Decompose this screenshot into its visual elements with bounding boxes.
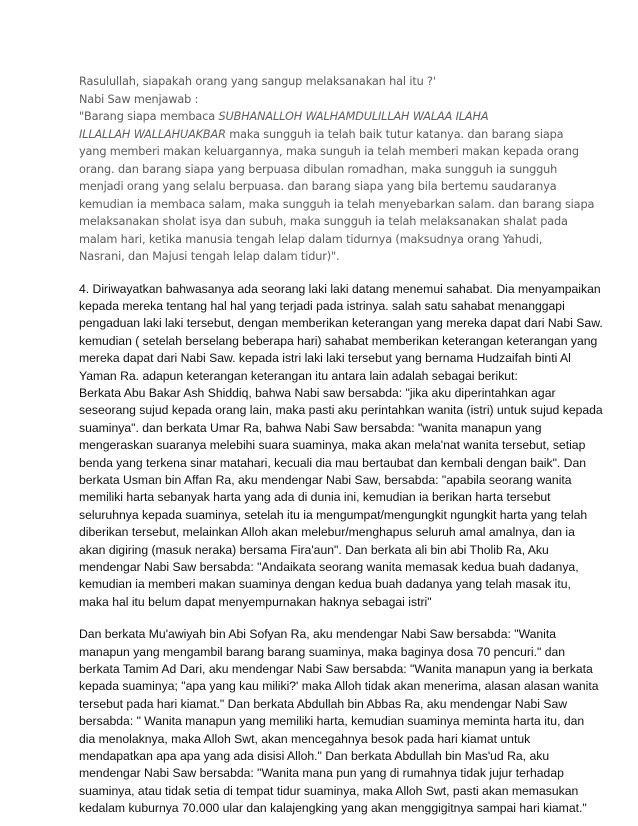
- text-line: dia menolaknya, maka Alloh Swt, akan mencegahnya besok pada hari kiamat untuk: [79, 731, 531, 746]
- text-line: mendapatkan apa apa yang ada disisi Alloh." Dan berkata Abdullah bin Mas'ud Ra, aku: [79, 749, 550, 764]
- text-line: akan digiring (masuk neraka) bersama Fira'aun". Dan berkata ali bin abi Tholib Ra, Aku: [79, 542, 549, 557]
- text-line: diberikan tersebut, melainkan Alloh akan melebur/menghapus seluruh amal amalnya, dan ia: [79, 525, 575, 540]
- text-line: seseorang sujud kepada orang lain, maka pasti aku perintahkan wanita (istri) untuk sujud kepada: [79, 403, 603, 418]
- text-line: melaksanakan sholat isya dan subuh, maka sungguh ia telah melaksanakan shalat pada: [79, 215, 568, 228]
- text-line: berkata Usman bin Affan Ra, aku mendengar Nabi Saw, bersabda: "apabila seorang wanita: [79, 472, 572, 487]
- text-line: berkata Tamim Ad Dari, aku mendengar Nabi Saw bersabda: "Wanita manapun yang ia berkata: [79, 662, 593, 677]
- text-line: malam hari, ketika manusia tengah lelap dalam tidurnya (maksudnya orang Yahudi,: [79, 232, 543, 246]
- text-line: memiliki harta sebanyak harta yang ada di dunia ini, kemudian ia berikan harta tersebut: [79, 490, 551, 505]
- dhikr-emphasis: SUBHANALLOH WALHAMDULILLAH WALAA ILAHA: [218, 110, 489, 123]
- text-line: kepada suaminya; "apa yang kau miliki?' maka Alloh tidak akan menerima, alasan alasan wanita: [79, 679, 599, 694]
- text-run: maka sungguh ia telah baik tutur katanya. dan barang siapa: [225, 127, 564, 141]
- text-line: kepada mereka tentang hal hal yang terjadi pada istrinya. salah satu sahabat menanggapi: [79, 298, 565, 313]
- text-line: mendengar Nabi Saw bersabda: "Wanita mana pun yang di rumahnya tidak jujur terhadap: [79, 766, 564, 781]
- text-line: kemudian ia memberi makan suaminya dengan kedua buah dadanya yang telah masak itu,: [79, 577, 571, 592]
- text-line: tersebut pada hari kiamat." Dan berkata Abdullah bin Abbas Ra, aku mendengar Nabi Saw: [79, 696, 568, 711]
- text-line: Nabi Saw menjawab :: [79, 92, 199, 106]
- dhikr-emphasis: ILLALLAH WALLAHUAKBAR: [79, 127, 226, 141]
- text-line: orang. dan barang siapa yang berpuasa dibulan romadhan, maka sungguh ia sungguh: [79, 162, 558, 176]
- text-line: [79, 108, 579, 126]
- text-line: bersabda: " Wanita manapun yang memiliki harta, kemudian suaminya meminta harta itu, dan: [79, 714, 585, 729]
- text-line: 4. Diriwayatkan bahwasanya ada seorang laki laki datang menemui sahabat. Dia menyampaikan: [79, 281, 601, 296]
- section-4-paragraph: [79, 281, 603, 612]
- text-line: kemudian ( setelah berselang beberapa hari) sahabat memberikan keterangan keterangan yang: [79, 333, 598, 348]
- text-line: benda yang terkena sinar matahari, kecuali dia mau bertaubat dan kembali dengan baik". Dan: [79, 455, 587, 470]
- section-5-paragraph: [79, 626, 599, 817]
- text-line: suaminya, atau tidak setia di tempat tidur suaminya, maka Alloh Swt, pasti akan memasukan: [79, 783, 579, 798]
- text-line: kemudian ia membaca salam, maka sungguh ia telah menyebarkan salam. dan barang siapa: [79, 197, 595, 211]
- text-line: mendengar Nabi Saw bersabda: "Andaikata seorang wanita memasak kedua buah dadanya,: [79, 560, 579, 574]
- text-line: mengeraskan suaranya melebihi suara suaminya, maka akan mela'nat wanita tersebut, setiap: [79, 438, 586, 453]
- text-line: suaminya". dan berkata Umar Ra, bahwa Nabi Saw bersabda: "wanita manapun yang: [79, 420, 542, 435]
- text-line: mereka dapat dari Nabi Saw. kepada istri laki laki tersebut yang bernama Hudzaifah binti Al: [79, 351, 571, 366]
- text-line: pengaduan laki laki tersebut, dengan memberikan keterangan yang mereka dapat dari Nabi Saw.: [79, 316, 603, 331]
- text-line: Rasulullah, siapakah orang yang sangup melaksanakan hal itu ?': [79, 75, 436, 88]
- text-line: Berkata Abu Bakar Ash Shiddiq, bahwa Nabi saw bersabda: "jika aku diperintahkan agar: [79, 385, 556, 400]
- text-line: Dan berkata Mu'awiyah bin Abi Sofyan Ra, aku mendengar Nabi Saw bersabda: "Wanita: [79, 627, 557, 642]
- hadith-quote-block: [79, 73, 595, 266]
- text-line: [79, 126, 579, 144]
- text-line: manapun yang mengambil barang barang suaminya, maka baginya dosa 70 pencuri." dan: [79, 644, 566, 659]
- document-page: [79, 73, 603, 818]
- text-line: seluruhnya kepada suaminya, setelah itu ia mengumpat/mengungkit ngungkit harta yang telah: [79, 507, 588, 522]
- text-line: maka hal itu belum dapat menyempurnakan haknya sebagai istri": [79, 594, 432, 609]
- text-run: "Barang siapa membaca: [79, 110, 219, 123]
- text-line: menjadi orang yang selalu berpuasa. dan barang siapa yang bila bertemu saudaranya: [79, 180, 557, 193]
- text-line: yang memberi makan keluargannya, maka sunguh ia telah memberi makan kepada orang: [79, 145, 579, 158]
- text-line: Yaman Ra. adapun keterangan keterangan itu antara lain adalah sebagai berikut:: [79, 368, 518, 383]
- text-line: kedalam kuburnya 70.000 ular dan kalajengking yang akan menggigitnya sampai hari kiamat.": [79, 801, 587, 816]
- text-line: Nasrani, dan Majusi tengah lelap dalam tidur)".: [79, 250, 340, 263]
